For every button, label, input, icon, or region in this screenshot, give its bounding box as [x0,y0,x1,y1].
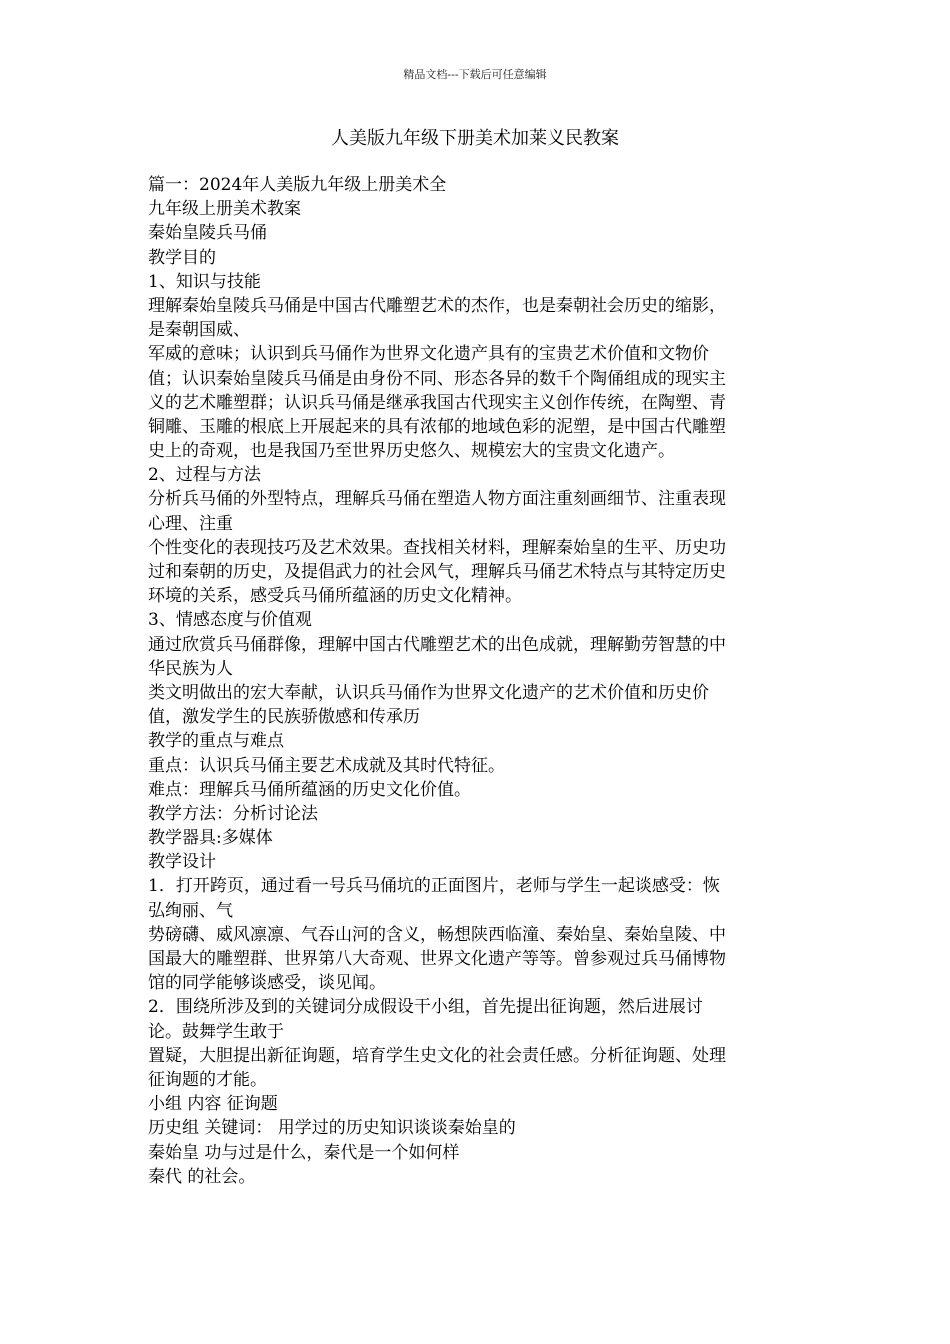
text-line: 类文明做出的宏大奉献，认识兵马俑作为世界文化遗产的艺术价值和历史价 [148,682,709,703]
text-line: 教学设计 [148,852,216,873]
text-line: 九年级上册美术教案 [148,199,301,220]
text-line: 心理、注重 [148,513,233,534]
text-line: 华民族为人 [148,658,233,679]
text-line: 教学器具:多媒体 [148,828,273,849]
text-line: 秦始皇 功与过是什么，秦代是一个如何样 [148,1142,460,1163]
text-line: 势磅礴、威风凛凛、气吞山河的含义，畅想陕西临潼、秦始皇、秦始皇陵、中 [148,924,726,945]
text-line: 国最大的雕塑群、世界第八大奇观、世界文化遗产等等。曾参观过兵马俑博物 [148,949,726,969]
text-line: 值；认识秦始皇陵兵马俑是由身份不同、形态各异的数千个陶俑组成的现实主 [148,368,726,389]
text-line: 馆的同学能够谈感受，谈见闻。 [148,973,386,994]
text-line: 教学的重点与难点 [148,731,284,752]
page-header: 精品文档---下载后可任意编辑 [403,68,547,81]
text-line: 征询题的才能。 [148,1069,267,1090]
text-line: 分析兵马俑的外型特点，理解兵马俑在塑造人物方面注重刻画细节、注重表现 [148,489,726,510]
text-line: 秦代 的社会。 [148,1166,256,1187]
text-line: 弘绚丽、气 [148,900,233,921]
text-line: 教学方法：分析讨论法 [148,803,318,824]
text-line: 论。鼓舞学生敢于 [148,1021,284,1042]
text-line: 通过欣赏兵马俑群像，理解中国古代雕塑艺术的出色成就，理解勤劳智慧的中 [148,634,726,655]
text-line: 过和秦朝的历史，及提倡武力的社会风气，理解兵马俑艺术特点与其特定历史 [148,562,726,582]
text-line: 是秦朝国威、 [148,320,250,341]
text-line: 环境的关系，感受兵马俑所蕴涵的历史文化精神。 [148,586,522,607]
text-line: 置疑，大胆提出新征询题，培育学生史文化的社会责任感。分析征询题、处理 [148,1045,726,1066]
text-line: 1．打开跨页，通过看一号兵马俑坑的正面图片，老师与学生一起谈感受：恢 [148,876,720,897]
text-line: 史上的奇观，也是我国乃至世界历史悠久、规模宏大的宝贵文化遗产。 [148,441,675,462]
text-line: 3、情感态度与价值观 [148,610,312,631]
text-line: 义的艺术雕塑群；认识兵马俑是继承我国古代现实主义创作传统，在陶塑、青 [148,392,726,413]
text-line: 历史组 关键词： 用学过的历史知识谈谈秦始皇的 [148,1118,516,1139]
text-line: 1、知识与技能 [148,271,261,292]
text-line: 理解秦始皇陵兵马俑是中国古代雕塑艺术的杰作，也是秦朝社会历史的缩影， [148,295,726,316]
text-line: 重点：认识兵马俑主要艺术成就及其时代特征。 [148,755,505,776]
text-line: 个性变化的表现技巧及艺术效果。查找相关材料，理解秦始皇的生平、历史功 [148,537,726,558]
text-line: 教学目的 [148,247,216,268]
document-body [148,173,808,1189]
document-title: 人美版九年级下册美术加莱义民教案 [331,128,619,149]
text-line: 铜雕、玉雕的根底上开展起来的具有浓郁的地域色彩的泥塑，是中国古代雕塑 [148,416,726,437]
text-line: 值，激发学生的民族骄傲感和传承历 [148,707,420,728]
text-line: 篇一：2024年人美版九年级上册美术全 [148,175,447,195]
text-line: 军威的意味；认识到兵马俑作为世界文化遗产具有的宝贵艺术价值和文物价 [148,344,709,365]
text-line: 难点：理解兵马俑所蕴涵的历史文化价值。 [148,779,471,800]
text-line: 2、过程与方法 [148,465,261,486]
text-line: 小组 内容 征询题 [148,1094,278,1115]
text-line: 秦始皇陵兵马俑 [148,223,267,244]
text-line: 2．围绕所涉及到的关键词分成假设干小组，首先提出征询题，然后进展讨 [148,997,703,1018]
